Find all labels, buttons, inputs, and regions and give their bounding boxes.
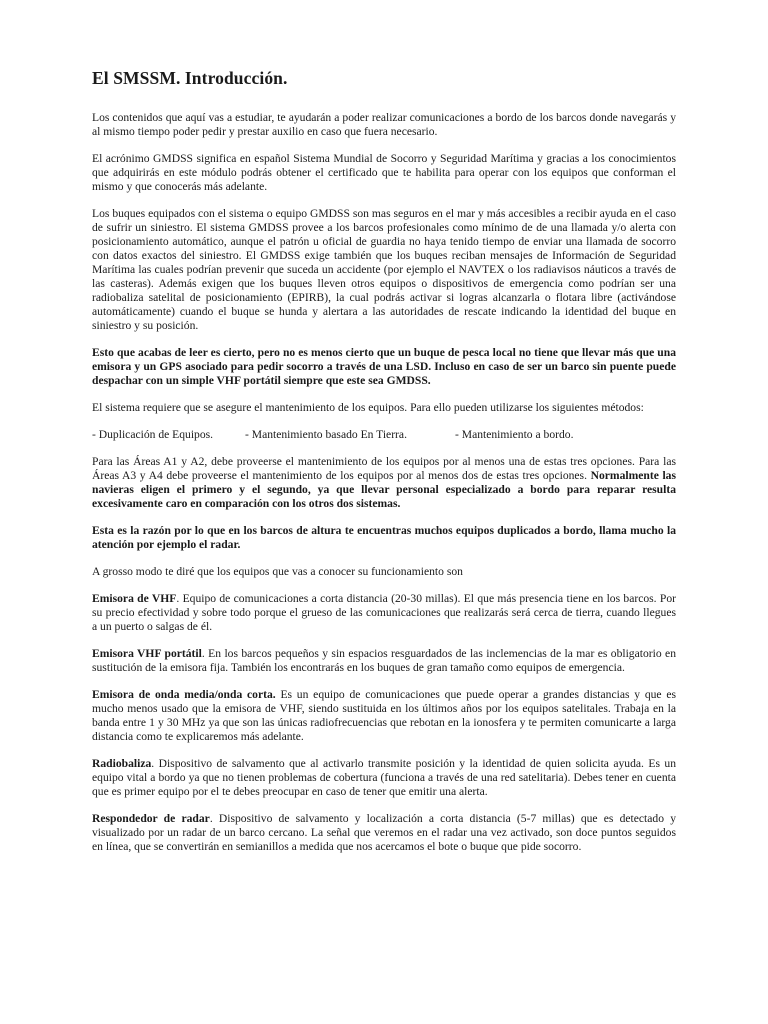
equipment-description: . Dispositivo de salvamento y localización a corta distancia (5-7 millas) que es detectado y visualizado por un radar de un barco cercano. La señal que veremos en el radar una vez activado, son doce puntos seguidos en línea, que se convertirán en semianillos a medida que nos acercamos el bote o buque que pide socorro. [92,812,676,853]
equipment-term: Emisora VHF portátil [92,647,202,660]
equipment-term: Radiobaliza [92,757,152,770]
gmdss-ships-paragraph: Los buques equipados con el sistema o equipo GMDSS son mas seguros en el mar y más accesibles a recibir ayuda en el caso de sufrir un siniestro. El sistema GMDSS provee a los barcos profesionales como mínimo de de una llamada y/o alerta con posicionamiento automático, aunque el patrón u oficial de guardia no haya tenido tiempo de enviar una llamada de socorro con datos exactos del siniestro. El GMDSS exige también que los buques reciban mensajes de Información de Seguridad Marítima las cuales podrían prevenir que suceda un accidente (por ejemplo el NAVTEX o los radiavisos náuticos a través de las casteras). Además exigen que los buques lleven otros equipos o dispositivos de emergencia como podrían ser una radiobaliza satelital de posicionamiento (EPIRB), la cual podrás activar si logras alcanzarla o flotara libre (activándose automáticamente) cuando el buque se hunda y alertara a las autoridades de rescate indicando la identidad del buque en siniestro y su posición. [92,207,676,332]
equipment-term: Respondedor de radar [92,812,210,825]
equipment-item-vhf [92,592,676,634]
equipment-description: . En los barcos pequeños y sin espacios resguardados de las inclemencias de la mar es obligatorio en sustitución de la emisora fija. También los encontrarás en los buques de gran tamaño como equipos de emergencia. [92,647,676,674]
maintenance-methods-list [92,428,676,442]
equipment-description: . Equipo de comunicaciones a corta distancia (20-30 millas). El que más presencia tiene en los barcos. Por su precio efectividad y sobre todo porque el grueso de las comunicaciones que realizarás será cerca de tierra, cuando llegues a un puerto o salgas de él. [92,592,676,633]
method-shore-based: - Mantenimiento basado En Tierra. [245,428,407,441]
equipment-term: Emisora de VHF [92,592,177,605]
equipment-item-sart [92,812,676,854]
page-title: El SMSSM. Introducción. [92,68,288,88]
gmdss-acronym-paragraph: El acrónimo GMDSS significa en español Sistema Mundial de Socorro y Seguridad Marítima y gracias a los conocimientos que adquirirás en este módulo podrás obtener el certificado que te habilita para operar con los equipos que conforman el mismo y que conocerás más adelante. [92,152,676,193]
equipment-description: Es un equipo de comunicaciones que puede operar a grandes distancias y que es mucho menos usado que la emisora de VHF, siendo sustituida en los últimos años por los equipos satelitales. Trabaja en la banda entre 1 y 30 MHz ya que son las únicas radiofrecuencias que rebotan en la ionosfera y te permiten comunicarte a larga distancia como te explicaremos más adelante. [92,688,677,743]
areas-bold-text: Normalmente las navieras eligen el primero y el segundo, ya que llevar personal especializado a bordo para reparar resulta excesivamente caro en comparación con los otros dos sistemas. [92,469,676,510]
method-duplication: - Duplicación de Equipos. [92,428,214,441]
equipment-intro-paragraph: A grosso modo te diré que los equipos que vas a conocer su funcionamiento son [92,565,463,578]
equipment-item-mf-hf [92,688,676,744]
method-on-board: - Mantenimiento a bordo. [455,428,574,441]
equipment-description: . Dispositivo de salvamento que al activarlo transmite posición y la identidad de quien solicita ayuda. Es un equipo vital a bordo ya que no tienen problemas de cobertura (funciona a través de una red satelitaria). Debes tener en cuenta que es primer equipo por el te debes preocupar en caso de tener que emitir una alerta. [92,757,676,798]
equipment-term: Emisora de onda media/onda corta. [92,688,276,701]
local-fishing-paragraph: Esto que acabas de leer es cierto, pero no es menos cierto que un buque de pesca local no tiene que llevar más que una emisora y un GPS asociado para pedir socorro a través de una LSD. Incluso en caso de ser un barco sin puente puede despachar con un simple VHF portátil siempre que este sea GMDSS. [92,346,676,387]
intro-paragraph: Los contenidos que aquí vas a estudiar, te ayudarán a poder realizar comunicaciones a bordo de los barcos donde navegarás y al mismo tiempo poder pedir y prestar auxilio en caso que fuera necesario. [92,111,676,138]
duplicated-equipment-paragraph: Esta es la razón por lo que en los barcos de altura te encuentras muchos equipos duplicados a bordo, llama mucho la atención por ejemplo el radar. [92,524,676,551]
areas-text: Para las Áreas A1 y A2, debe proveerse el mantenimiento de los equipos por al menos una de estas tres opciones. Para las Áreas A3 y A4 debe proveerse el mantenimiento de los equipos por al menos dos de estas tres opciones. [92,455,676,482]
equipment-item-epirb [92,757,676,799]
equipment-item-vhf-portable [92,647,676,675]
areas-paragraph [92,455,676,511]
maintenance-paragraph: El sistema requiere que se asegure el mantenimiento de los equipos. Para ello pueden utilizarse los siguientes métodos: [92,401,644,414]
